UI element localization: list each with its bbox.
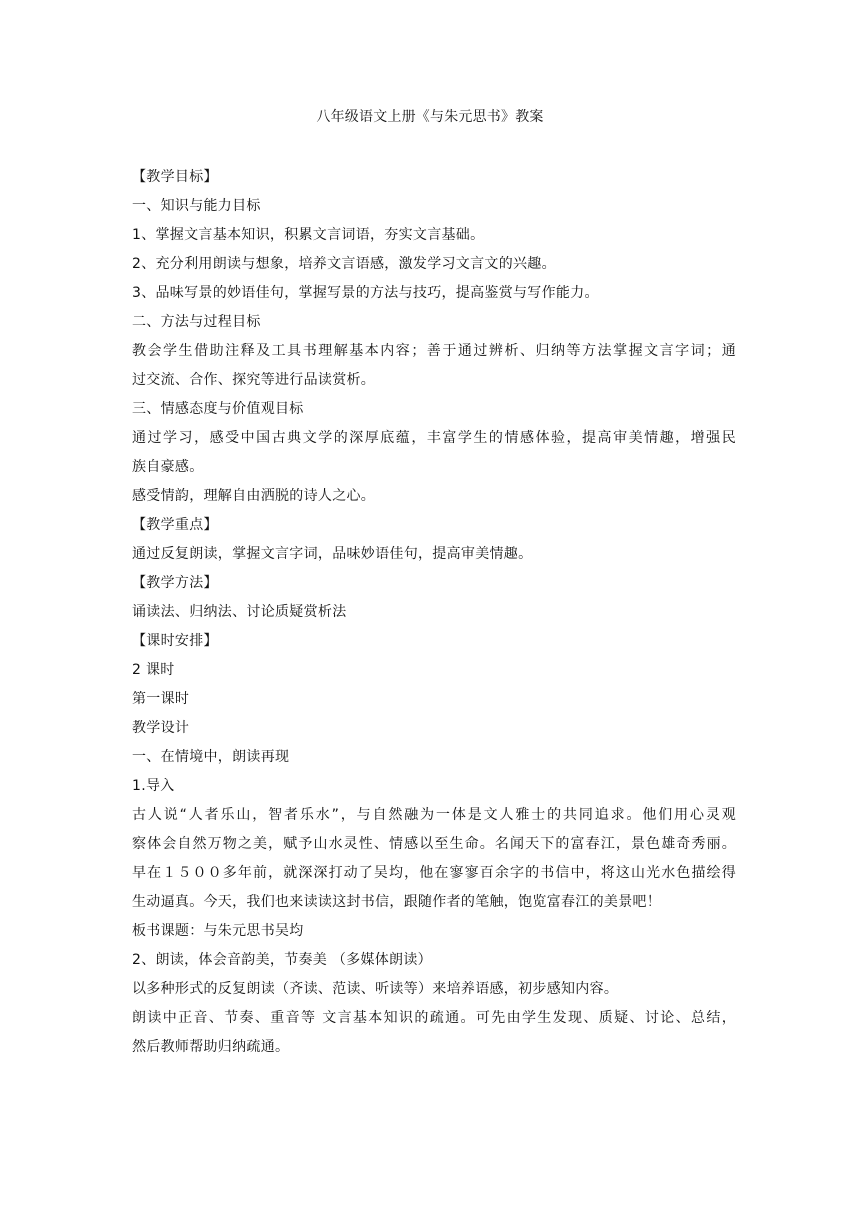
paragraph-line: 诵读法、归纳法、讨论质疑赏析法 xyxy=(132,604,347,620)
paragraph-line: 通过反复朗读，掌握文言字词，品味妙语佳句，提高审美情趣。 xyxy=(132,546,533,562)
paragraph-line: 板书课题：与朱元思书吴均 xyxy=(132,923,304,939)
paragraph-line: 教会学生借助注释及工具书理解基本内容；善于通过辨析、归纳等方法掌握文言字词；通 xyxy=(132,343,736,359)
document-title: 八年级语文上册《与朱元思书》教案 xyxy=(316,109,544,125)
section-heading-methods: 【教学方法】 xyxy=(132,575,218,591)
subheading-step-1: 一、在情境中，朗读再现 xyxy=(132,749,290,765)
paragraph-line: 2 课时 xyxy=(132,662,175,678)
section-heading-schedule: 【课时安排】 xyxy=(132,633,218,649)
objective-item-1: 1、掌握文言基本知识，积累文言词语，夯实文言基础。 xyxy=(132,227,485,243)
subheading-knowledge-ability: 一、知识与能力目标 xyxy=(132,198,261,214)
objective-item-2: 2、充分利用朗读与想象，培养文言语感，激发学习文言文的兴趣。 xyxy=(132,256,556,272)
paragraph-line: 过交流、合作、探究等进行品读赏析。 xyxy=(132,372,376,388)
subheading-intro: 1.导入 xyxy=(132,778,175,794)
paragraph-line: 感受情韵，理解自由洒脱的诗人之心。 xyxy=(132,488,376,504)
paragraph-line: 通过学习，感受中国古典文学的深厚底蕴，丰富学生的情感体验，提高审美情趣，增强民 xyxy=(132,430,736,446)
paragraph-line: 早在１５００多年前，就深深打动了吴均，他在寥寥百余字的书信中，将这山光水色描绘得 xyxy=(132,865,736,881)
paragraph-line: 然后教师帮助归纳疏通。 xyxy=(132,1039,290,1055)
paragraph-line: 生动逼真。今天，我们也来读读这封书信，跟随作者的笔触，饱览富春江的美景吧！ xyxy=(132,894,662,910)
paragraph-line: 古人说“人者乐山，智者乐水”，与自然融为一体是文人雅士的共同追求。他们用心灵观 xyxy=(132,807,736,823)
paragraph-line: 族自豪感。 xyxy=(132,459,204,475)
subheading-teaching-design: 教学设计 xyxy=(132,720,190,736)
subheading-first-lesson: 第一课时 xyxy=(132,691,190,707)
objective-item-3: 3、品味写景的妙语佳句，掌握写景的方法与技巧，提高鉴赏与写作能力。 xyxy=(132,285,599,301)
subheading-step-2: 2、朗读，体会音韵美，节奏美 （多媒体朗读） xyxy=(132,952,432,968)
paragraph-line: 察体会自然万物之美，赋予山水灵性、情感以至生命。名闻天下的富春江，景色雄奇秀丽。 xyxy=(132,836,736,852)
paragraph-line: 朗读中正音、节奏、重音等 文言基本知识的疏通。可先由学生发现、质疑、讨论、总结， xyxy=(132,1010,736,1026)
section-heading-objectives: 【教学目标】 xyxy=(132,169,218,185)
subheading-method-process: 二、方法与过程目标 xyxy=(132,314,261,330)
paragraph-line: 以多种形式的反复朗读（齐读、范读、听读等）来培养语感，初步感知内容。 xyxy=(132,981,619,997)
section-heading-key-points: 【教学重点】 xyxy=(132,517,218,533)
subheading-emotion-values: 三、情感态度与价值观目标 xyxy=(132,401,304,417)
